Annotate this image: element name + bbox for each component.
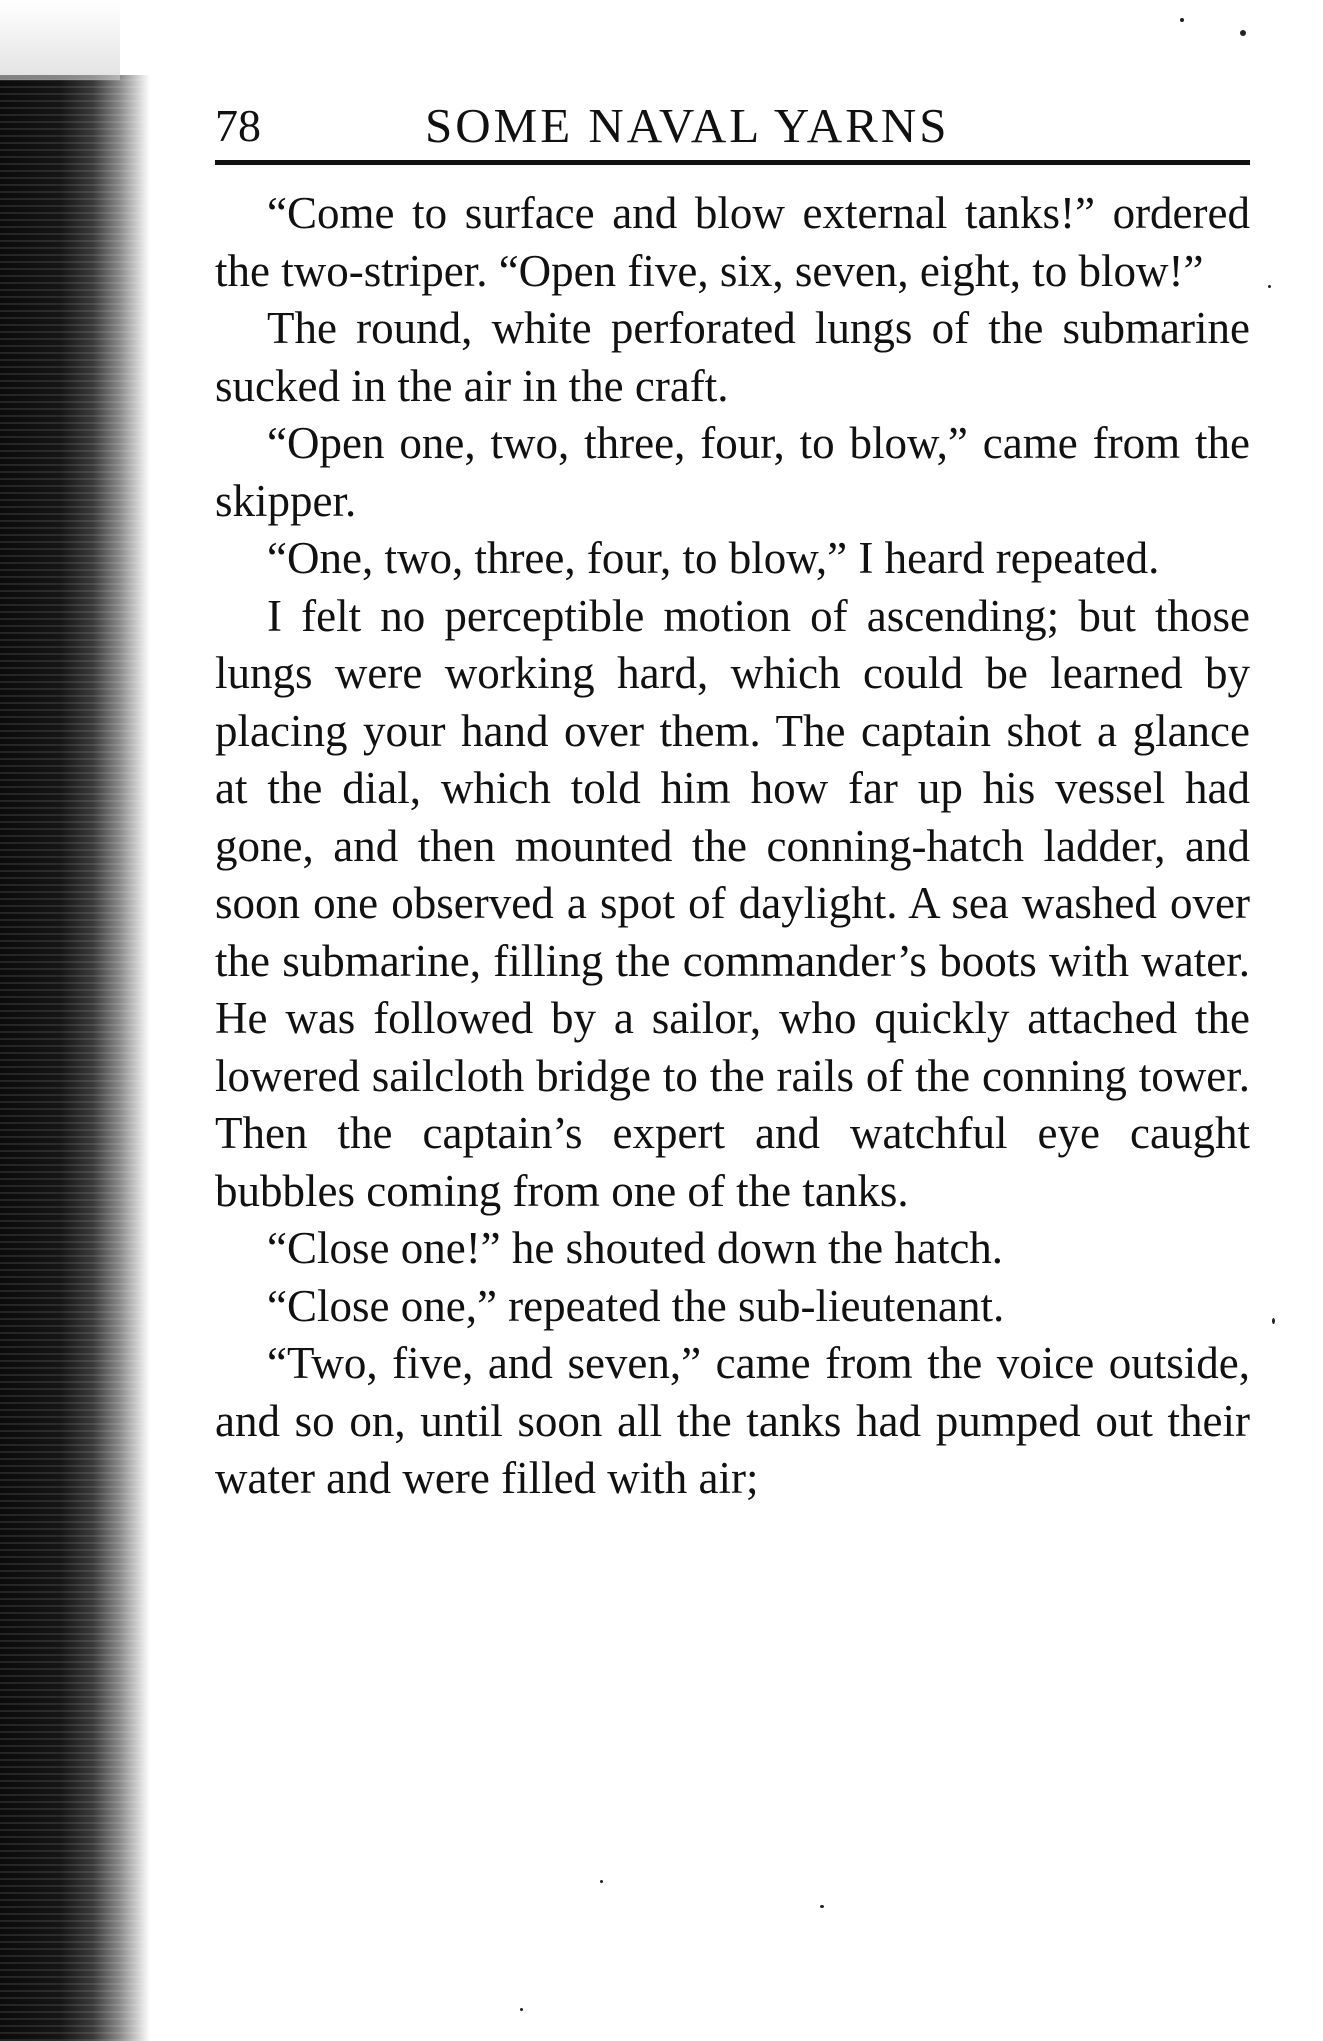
scan-speck <box>820 1905 824 1908</box>
scan-speck <box>1180 18 1184 22</box>
paragraph: “Two, five, and seven,” came from the voice outside, and so on, until soon all the tanks had pumped out their water and were filled with air; <box>215 1338 1250 1503</box>
paragraph: I felt no perceptible motion of ascending; but those lungs were working hard, which could be learned by placing your hand over them. The captain shot a glance at the dial, which told him how far up his vessel had gone, and then mounted the conning-hatch ladder, and soon one observed a spot of daylight. A sea washed over the submarine, filling the commander’s boots with water. He was followed by a sailor, who quickly attached the lowered sailcloth bridge to the rails of the conning tower. Then the captain’s expert and watchful eye caught bubbles coming from one of the tanks. <box>215 590 1250 1216</box>
scan-speck <box>600 1880 603 1883</box>
scan-speck <box>1268 285 1271 288</box>
page-header <box>215 96 1250 156</box>
scan-shadow-top <box>0 0 120 80</box>
paragraph: “Come to surface and blow external tanks!” ordered the two-striper. “Open five, six, seven, eight, to blow!” <box>215 188 1250 296</box>
paragraph: “Close one,” repeated the sub-lieutenant. <box>267 1280 1005 1331</box>
scan-speck <box>1240 30 1246 36</box>
body-text <box>215 185 1250 1508</box>
scan-speck <box>1272 1318 1275 1324</box>
running-title: SOME NAVAL YARNS <box>425 98 950 153</box>
paragraph: “Open one, two, three, four, to blow,” came from the skipper. <box>215 418 1250 526</box>
scan-speck <box>520 2008 523 2011</box>
scanned-binding-edge <box>0 75 150 2041</box>
paragraph: The round, white perforated lungs of the submarine sucked in the air in the craft. <box>215 303 1250 411</box>
paragraph: “Close one!” he shouted down the hatch. <box>267 1223 1004 1273</box>
page-number: 78 <box>215 100 261 151</box>
paragraph: “One, two, three, four, to blow,” I heard repeated. <box>267 533 1160 583</box>
header-rule <box>215 160 1250 165</box>
